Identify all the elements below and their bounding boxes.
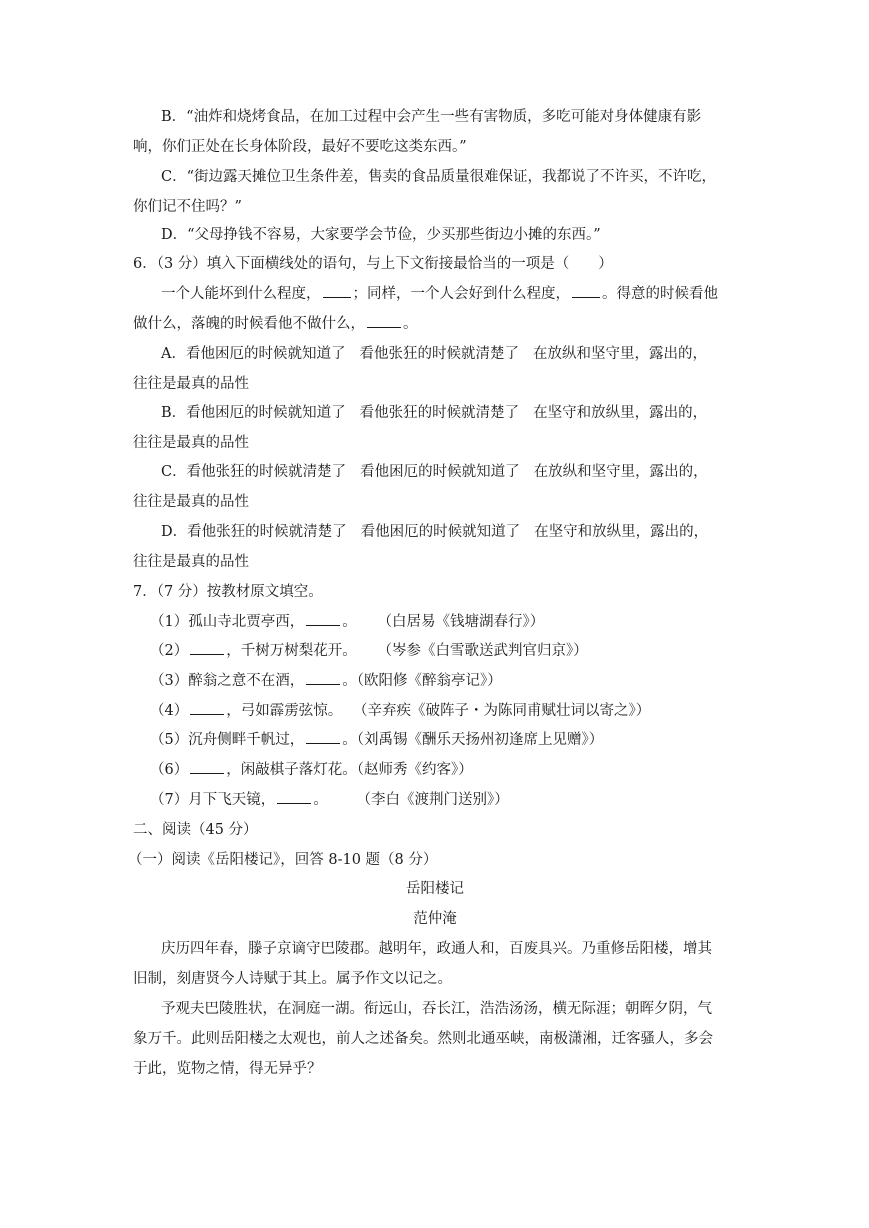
q6-option-part-b: 看他困厄的时候就知道了 [360, 464, 520, 480]
section2-sub-text: （一）阅读《岳阳楼记》，回答 8-10 题（8 分） [128, 852, 438, 868]
q7-item-pre: （3）醉翁之意不在酒， [150, 673, 305, 689]
q5-option-b-line1: B．“油炸和烧烤食品，在加工过程中会产生一些有害物质，多吃可能对身体健康有影 [161, 109, 702, 125]
answer-blank [323, 283, 351, 298]
q7-item-source: （赵师秀《约客》） [356, 762, 473, 778]
answer-blank [190, 700, 224, 715]
q7-item-source: （刘禹锡《酬乐天扬州初逢席上见赠》） [356, 732, 604, 748]
q6-passage-2b: 。 [403, 316, 418, 332]
q5-option-b-line2: 响，你们正处在长身体阶段，最好不要吃这类东西。” [133, 139, 467, 155]
q6-option-part-c: 在放纵和坚守里，露出的， [532, 346, 707, 362]
q6-option-line2: 往往是最真的品性 [133, 494, 249, 510]
passage-para1-line1: 庆历四年春，滕子京谪守巴陵郡。越明年，政通人和，百废具兴。乃重修岳阳楼，增其 [161, 941, 712, 957]
q6-option-d [133, 517, 737, 577]
q5-option-c [133, 162, 737, 222]
q5-option-d-line1: D．“父母挣钱不容易，大家要学会节俭，少买那些街边小摊的东西。” [161, 227, 601, 243]
q6-option-part-c: 在坚守和放纵里，露出的， [533, 405, 708, 421]
passage-para2 [133, 994, 737, 1084]
q7-item-pre: （4） [150, 703, 189, 719]
q6-option-line1 [133, 517, 737, 547]
q5-option-d [133, 220, 737, 250]
q7-item-7 [150, 785, 509, 815]
answer-blank [190, 640, 224, 655]
q6-passage-1a: 一个人能坏到什么程度， [161, 286, 321, 302]
passage-title: 岳阳楼记 [406, 881, 464, 897]
answer-blank [306, 670, 340, 685]
q6-passage-1c: 。得意的时候看他 [602, 286, 718, 302]
q7-item-2 [150, 636, 588, 666]
passage-para2-line2 [133, 1024, 737, 1054]
q7-item-source: （辛弃疾《破阵子・为陈同甫赋壮词以寄之》） [360, 703, 651, 719]
q7-item-1 [150, 607, 544, 637]
q7-stem [133, 577, 737, 607]
answer-blank [306, 729, 340, 744]
q6-passage [133, 279, 737, 339]
q7-item-3 [150, 666, 502, 696]
q6-stem [133, 249, 737, 279]
answer-blank [306, 611, 340, 626]
q7-item-post: ，闲敲棋子落灯花。 [226, 762, 357, 778]
passage-para2-line3: 于此，览物之情，得无异乎？ [133, 1061, 322, 1077]
q7-item-post: 。 [342, 673, 357, 689]
q6-option-line1 [133, 398, 737, 428]
q6-option-line2: 往往是最真的品性 [133, 435, 249, 451]
passage-para1 [133, 934, 737, 994]
q7-item-post: ，弓如霹雳弦惊。 [226, 703, 343, 719]
q6-option-part-a: B．看他困厄的时候就知道了 [161, 405, 346, 421]
section2-heading-text: 二、阅读（45 分） [133, 822, 258, 838]
q6-option-part-b: 看他张狂的时候就清楚了 [359, 405, 520, 421]
q7-item-5 [150, 725, 603, 755]
passage-text: 观也，前人之述备矣。然则北通巫峡，南极潇湘，迁客骚人，多会 [292, 1031, 713, 1047]
passage-para2-line1: 予观夫巴陵胜状，在洞庭一湖。衔远山，吞长江，浩浩汤汤，横无际涯；朝晖夕阴，气 [161, 1001, 712, 1017]
q6-passage-line1 [133, 279, 737, 309]
q6-option-part-a: D．看他张狂的时候就清楚了 [161, 524, 347, 540]
q7-item-6 [150, 755, 473, 785]
q6-option-line1 [133, 339, 737, 369]
q6-option-part-b: 看他张狂的时候就清楚了 [359, 346, 519, 362]
q5-option-b [133, 102, 737, 162]
q6-option-part-c: 在放纵和坚守里，露出的， [533, 464, 708, 480]
q6-option-part-a: C．看他张狂的时候就清楚了 [161, 464, 347, 480]
q7-item-source: （岑参《白雪歌送武判官归京》） [384, 643, 588, 659]
q6-option-a [133, 339, 737, 399]
q6-option-line1 [133, 457, 737, 487]
q6-option-c [133, 457, 737, 517]
q7-item-pre: （7）月下飞天镜， [150, 792, 276, 808]
q7-item-post: 。 [342, 614, 357, 630]
q6-option-part-c: 在坚守和放纵里，露出的， [534, 524, 709, 540]
q6-option-part-b: 看他困厄的时候就知道了 [360, 524, 521, 540]
answer-blank [367, 313, 401, 328]
q7-item-source: （李白《渡荆门送别》） [363, 792, 509, 808]
q5-option-c-line2: 你们记不住吗？” [133, 199, 242, 215]
section2-heading [133, 815, 737, 845]
q7-item-pre: （6） [150, 762, 189, 778]
q6-option-b [133, 398, 737, 458]
passage-author: 范仲淹 [413, 911, 457, 927]
q7-item-pre: （1）孤山寺北贾亭西， [150, 614, 305, 630]
answer-blank [572, 283, 600, 298]
q5-option-c-line1: C．“街边露天摊位卫生条件差，售卖的食品质量很难保证，我都说了不许买，不许吃， [161, 169, 717, 185]
q7-item-4 [150, 696, 650, 726]
q6-passage-line2 [133, 309, 737, 339]
answer-blank [277, 789, 311, 804]
passage-text: 象万千。此则岳阳楼之 [133, 1031, 278, 1047]
q6-passage-1b: ；同样，一个人会好到什么程度， [352, 286, 570, 302]
q7-item-source: （白居易《钱塘湖春行》） [384, 614, 545, 630]
q6-option-line2: 往往是最真的品性 [133, 554, 249, 570]
answer-blank [190, 759, 224, 774]
q6-option-part-a: A．看他困厄的时候就知道了 [161, 346, 346, 362]
q7-item-pre: （5）沉舟侧畔千帆过， [150, 732, 305, 748]
q7-stem-text: 7．（7 分）按教材原文填空。 [133, 584, 323, 600]
q7-item-pre: （2） [150, 643, 189, 659]
q6-passage-2a: 做什么，落魄的时候看他不做什么， [133, 316, 365, 332]
q6-option-line2: 往往是最真的品性 [133, 376, 249, 392]
q7-item-source: （欧阳修《醉翁亭记》） [356, 673, 502, 689]
passage-para1-line2: 旧制，刻唐贤今人诗赋于其上。属予作文以记之。 [133, 971, 452, 987]
q7-item-post: 。 [342, 732, 357, 748]
section2-sub [128, 845, 732, 875]
q7-item-post: 。 [313, 792, 328, 808]
emphasis-char: 大 [278, 1031, 293, 1047]
q6-stem-text: 6．（3 分）填入下面横线处的语句，与上下文衔接最恰当的一项是（ ） [133, 256, 613, 272]
q7-item-post: ，千树万树梨花开。 [226, 643, 357, 659]
